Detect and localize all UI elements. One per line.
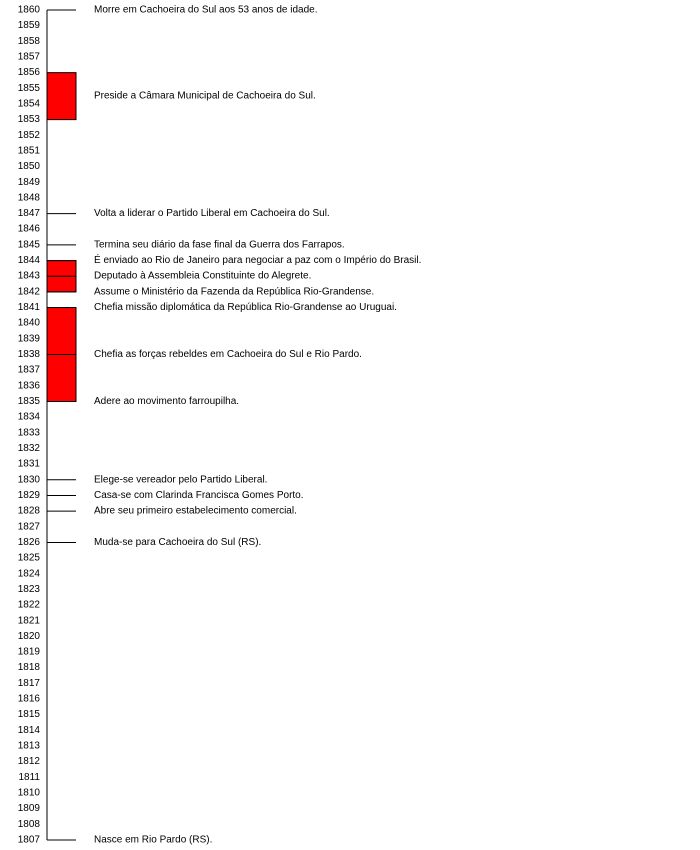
year-tick-label: 1820 [17,630,40,642]
year-tick-label: 1834 [17,411,40,423]
event-label: Deputado à Assembleia Constituinte do Alegrete. [94,270,312,282]
year-tick-label: 1860 [17,4,40,16]
year-tick-label: 1857 [17,51,40,63]
event-label: Chefia as forças rebeldes em Cachoeira do Sul e Rio Pardo. [94,349,362,361]
year-tick-label: 1828 [17,505,40,517]
year-tick-label: 1851 [17,145,40,157]
event-label: É enviado ao Rio de Janeiro para negociar a paz com o Império do Brasil. [94,255,422,267]
year-tick-label: 1827 [17,521,40,533]
year-tick-label: 1809 [17,803,40,815]
year-tick-label: 1855 [17,82,40,94]
year-tick-label: 1818 [17,662,40,674]
year-tick-label: 1822 [17,599,40,611]
event-label: Adere ao movimento farroupilha. [94,396,240,408]
year-tick-label: 1853 [17,114,40,126]
event-label: Morre em Cachoeira do Sul aos 53 anos de idade. [94,4,318,16]
event-label: Volta a liderar o Partido Liberal em Cachoeira do Sul. [94,208,330,220]
year-tick-label: 1856 [17,67,40,79]
year-tick-label: 1824 [17,568,40,580]
year-tick-label: 1835 [17,396,40,408]
event-label: Chefia missão diplomática da República Rio-Grandense ao Uruguai. [94,302,397,314]
event-label: Nasce em Rio Pardo (RS). [94,834,213,846]
year-tick-label: 1817 [17,677,40,689]
year-tick-label: 1814 [17,724,40,736]
year-tick-label: 1839 [17,333,40,345]
year-tick-label: 1807 [17,834,40,846]
year-tick-label: 1837 [17,364,40,376]
year-tick-label: 1842 [17,286,40,298]
year-tick-label: 1830 [17,474,40,486]
year-tick-label: 1845 [17,239,40,251]
year-tick-label: 1854 [17,98,40,110]
year-tick-label: 1849 [17,176,40,188]
range-bar [47,73,76,120]
year-tick-label: 1846 [17,223,40,235]
year-tick-label: 1821 [17,615,40,627]
year-tick-label: 1812 [17,756,40,768]
year-tick-label: 1831 [17,458,40,470]
event-label: Assume o Ministério da Fazenda da República Rio-Grandense. [94,286,375,298]
year-tick-label: 1833 [17,427,40,439]
event-label: Muda-se para Cachoeira do Sul (RS). [94,536,262,548]
year-tick-label: 1811 [18,771,40,783]
event-label: Preside a Câmara Municipal de Cachoeira do Sul. [94,90,316,102]
year-tick-label: 1841 [17,302,40,314]
year-tick-label: 1813 [17,740,40,752]
year-ticks [18,5,41,846]
year-tick-label: 1810 [17,787,40,799]
year-tick-label: 1852 [17,129,40,141]
event-label: Casa-se com Clarinda Francisca Gomes Porto. [94,489,304,501]
year-tick-label: 1848 [17,192,40,204]
year-tick-label: 1816 [17,693,40,705]
year-tick-label: 1836 [17,380,40,392]
year-tick-label: 1826 [17,536,40,548]
year-tick-label: 1815 [17,709,40,721]
year-tick-label: 1844 [17,255,40,267]
year-tick-label: 1858 [17,35,40,47]
year-tick-label: 1825 [17,552,40,564]
year-tick-label: 1859 [17,20,40,32]
year-tick-label: 1850 [17,161,40,173]
year-tick-label: 1829 [17,489,40,501]
year-tick-label: 1847 [17,208,40,220]
year-tick-label: 1819 [17,646,40,658]
event-label: Termina seu diário da fase final da Guerra dos Farrapos. [94,239,345,251]
year-tick-label: 1823 [17,583,40,595]
year-tick-label: 1832 [17,442,40,454]
year-tick-label: 1843 [17,270,40,282]
year-tick-label: 1840 [17,317,40,329]
event-label: Elege-se vereador pelo Partido Liberal. [94,474,268,486]
range-bars [47,73,76,402]
event-label: Abre seu primeiro estabelecimento comercial. [94,505,297,517]
event-markers [47,5,421,846]
year-tick-label: 1838 [17,349,40,361]
year-tick-label: 1808 [17,818,40,830]
